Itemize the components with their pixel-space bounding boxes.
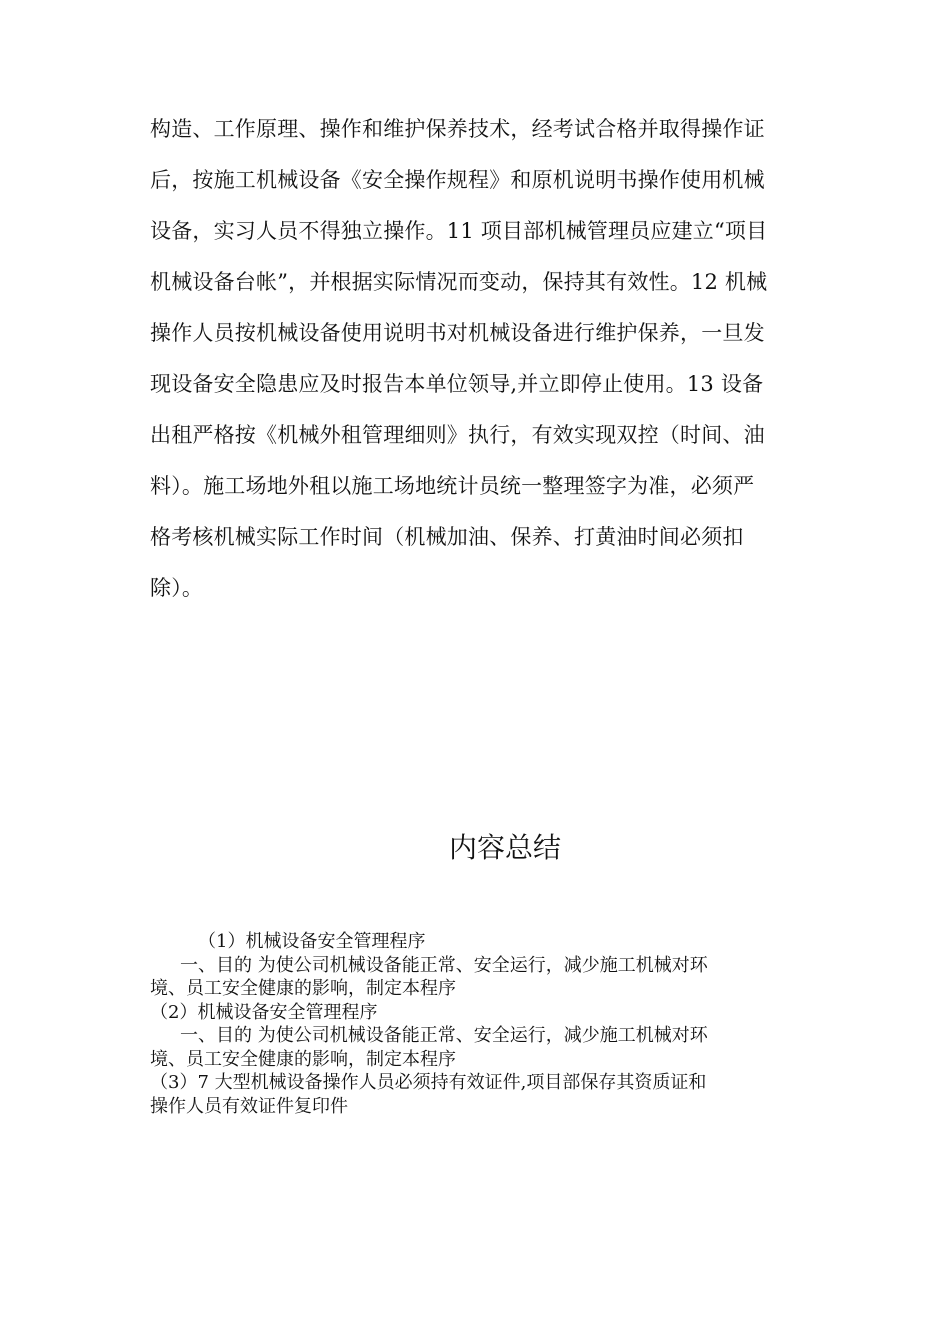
summary-text-line: 一、目的 为使公司机械设备能正常、安全运行，减少施工机械对环 — [180, 1025, 708, 1046]
body-paragraph — [150, 117, 810, 627]
body-line: 格考核机械实际工作时间（机械加油、保养、打黄油时间必须扣 — [150, 525, 744, 549]
body-line: 现设备安全隐患应及时报告本单位领导,并立即停止使用。13 设备 — [150, 372, 764, 396]
summary-text-line: 境、员工安全健康的影响，制定本程序 — [150, 1048, 456, 1070]
summary-item-heading: （2）机械设备安全管理程序 — [150, 1001, 378, 1023]
body-line: 机械设备台帐”，并根据实际情况而变动，保持其有效性。12 机械 — [150, 270, 768, 294]
body-line: 除）。 — [150, 576, 204, 600]
body-line: 设备，实习人员不得独立操作。11 项目部机械管理员应建立“项目 — [150, 219, 768, 243]
body-line: 料）。施工场地外租以施工场地统计员统一整理签字为准，必须严 — [150, 474, 755, 498]
summary-item-heading: （3）7 大型机械设备操作人员必须持有效证件,项目部保存其资质证和 — [150, 1072, 707, 1093]
summary-text-line: 一、目的 为使公司机械设备能正常、安全运行，减少施工机械对环 — [180, 954, 708, 976]
body-line: 操作人员按机械设备使用说明书对机械设备进行维护保养，一旦发 — [150, 321, 765, 345]
summary-title: 内容总结 — [448, 831, 561, 864]
body-line: 出租严格按《机械外租管理细则》执行，有效实现双控（时间、油 — [150, 423, 765, 447]
summary-item-heading: （1）机械设备安全管理程序 — [198, 931, 426, 952]
summary-section — [150, 930, 810, 1118]
summary-text-line: 操作人员有效证件复印件 — [150, 1095, 348, 1117]
body-line: 构造、工作原理、操作和维护保养技术，经考试合格并取得操作证 — [150, 117, 765, 141]
body-line: 后，按施工机械设备《安全操作规程》和原机说明书操作使用机械 — [150, 168, 765, 192]
summary-text-line: 境、员工安全健康的影响，制定本程序 — [150, 978, 456, 999]
